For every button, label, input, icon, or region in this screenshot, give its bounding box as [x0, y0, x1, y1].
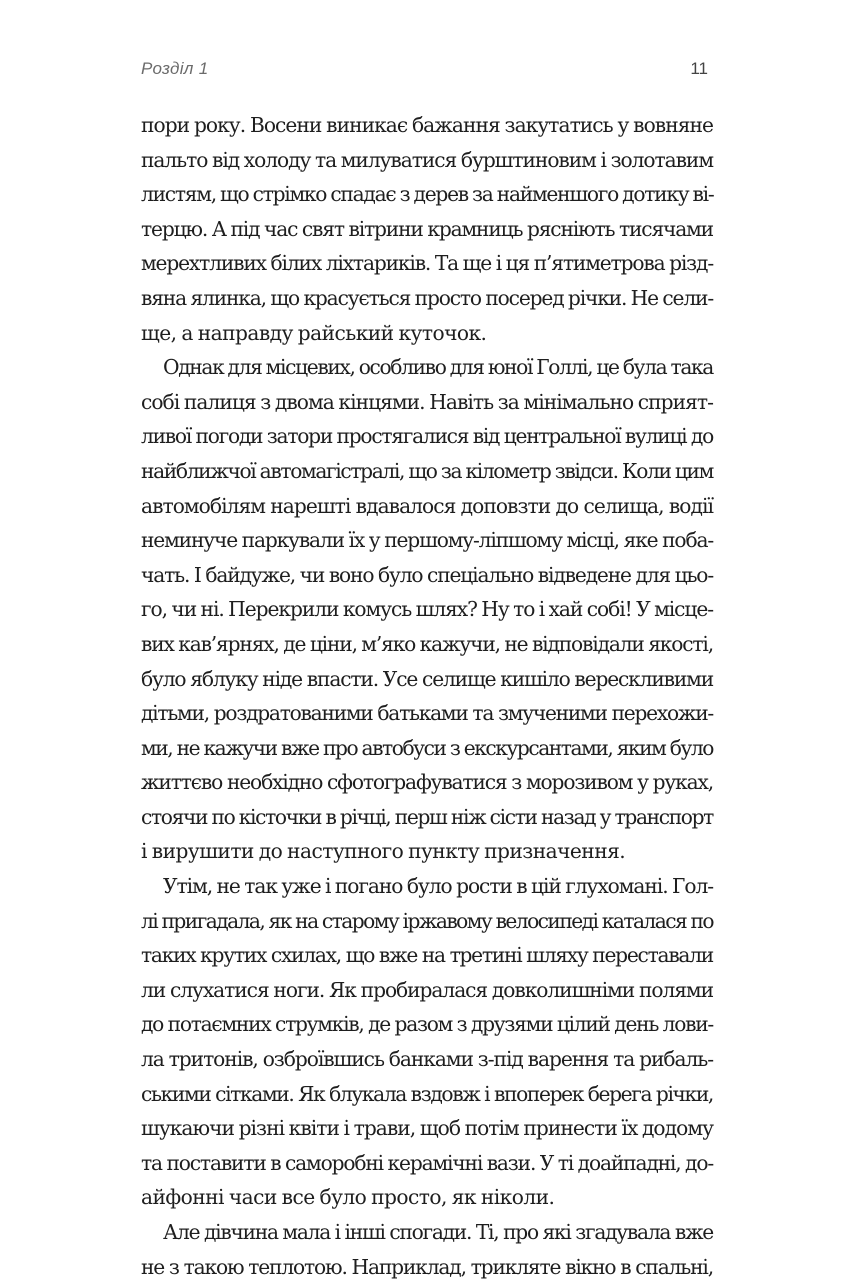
text-line: собі палиця з двома кінцями. Навіть за мінімально сприят- [141, 389, 713, 414]
text-line: айфонні часи все було просто, як ніколи. [141, 1185, 555, 1210]
text-line: пори року. Восени виникає бажання закутатись у вовняне [141, 113, 713, 137]
text-line: ще, а направду райський куточок. [141, 320, 487, 345]
text-line: Утім, не так уже і погано було рости в цій глухомані. Гол- [163, 874, 713, 899]
text-line: неминуче паркували їх у першому-ліпшому місці, яке поба- [141, 528, 713, 553]
text-line: ливої погоди затори простягалися від центральної вулиці до [141, 424, 713, 449]
text-line: терцю. А під час свят вітрини крамниць рясніють тисячами [141, 216, 713, 241]
text-line: таких крутих схилах, що вже на третині шляху переставали [141, 943, 713, 968]
text-line: дітьми, роздратованими батьками та змученими перехожи- [141, 701, 713, 726]
text-line: ла тритонів, озброївшись банками з-під варення та рибаль- [141, 1047, 713, 1072]
text-line: шукаючи різні квіти і трави, щоб потім принести їх додому [141, 1116, 713, 1141]
text-line: і вирушити до наступного пункту призначення. [141, 839, 626, 864]
text-line: чать. І байдуже, чи воно було спеціально відведене для цьо- [141, 562, 713, 587]
text-line: листям, що стрімко спадає з дерев за найменшого дотику ві- [141, 182, 714, 207]
text-line: Однак для місцевих, особливо для юної Голлі, це була така [163, 355, 713, 380]
text-line: вих кав’ярнях, де ціни, м’яко кажучи, не відповідали якості, [141, 631, 713, 656]
text-line: стоячи по кісточки в річці, перш ніж сісти назад у транспорт [141, 804, 713, 829]
running-head-chapter: Розділ 1 [141, 59, 209, 78]
text-line: мерехтливих білих ліхтариків. Та ще і ця п’ятиметрова різд- [141, 251, 713, 276]
text-line: ськими сітками. Як блукала вздовж і впоперек берега річки, [141, 1081, 713, 1106]
text-line: ми, не кажучи вже про автобуси з екскурсантами, яким було [141, 735, 713, 760]
text-line: та поставити в саморобні керамічні вази. У ті доайпадні, до- [141, 1150, 713, 1175]
text-line: вяна ялинка, що красується просто посеред річки. Не сели- [141, 285, 713, 310]
text-line: го, чи ні. Перекрили комусь шлях? Ну то і хай собі! У місце- [141, 597, 713, 622]
text-line: ли слухатися ноги. Як пробиралася довколишніми полями [141, 977, 713, 1002]
text-line: пальто від холоду та милуватися бурштиновим і золотавим [141, 147, 713, 172]
page-number: 11 [690, 59, 708, 78]
text-line: до потаємних струмків, де разом з друзями цілий день лови- [141, 1012, 713, 1037]
text-line: життєво необхідно сфотографуватися з морозивом у руках, [141, 770, 713, 795]
body-text [141, 108, 713, 1284]
text-line: лі пригадала, як на старому іржавому велосипеді каталася по [141, 908, 713, 933]
text-line: найближчої автомагістралі, що за кілометр звідси. Коли цим [141, 458, 713, 483]
text-line: Але дівчина мала і інші спогади. Ті, про які згадувала вже [163, 1220, 713, 1244]
text-line: було яблуку ніде впасти. Усе селище кишіло верескливими [141, 666, 713, 691]
text-line: не з такою теплотою. Наприклад, триклятe вікно в спальні, [141, 1254, 713, 1279]
text-line: автомобілям нарешті вдавалося доповзти до селища, водії [141, 493, 713, 518]
